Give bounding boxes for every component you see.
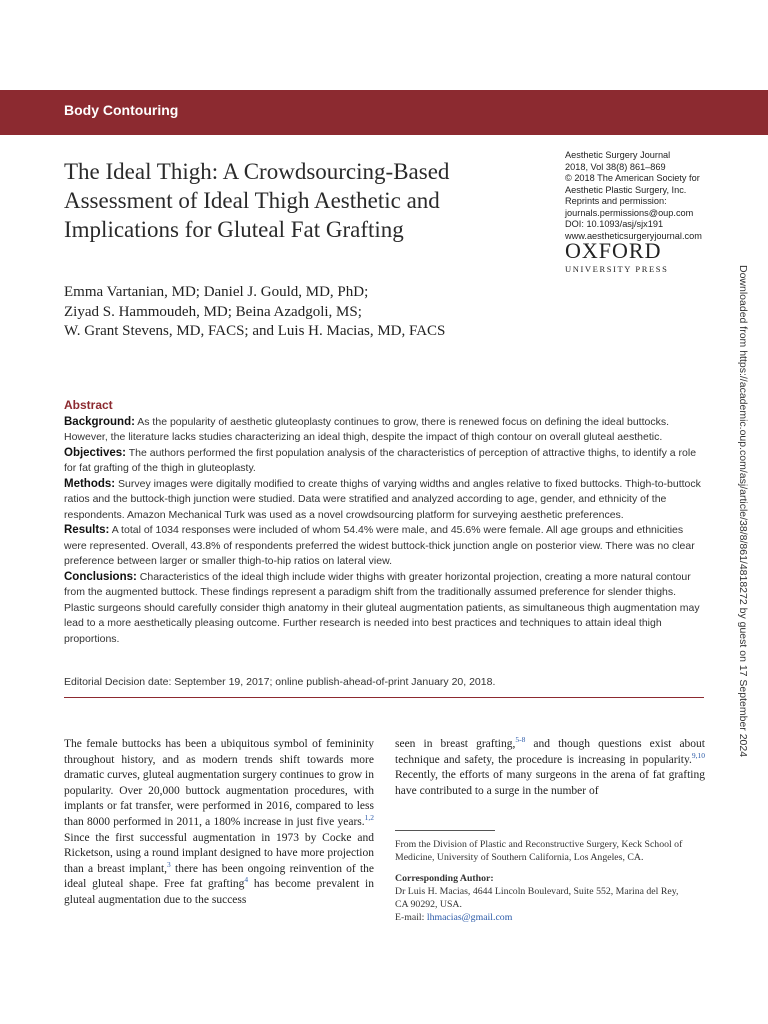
author-line: Emma Vartanian, MD; Daniel J. Gould, MD, PhD; — [64, 284, 369, 300]
abstract-methods — [64, 477, 704, 524]
methods-label: Methods: — [64, 477, 116, 490]
abstract-background — [64, 415, 704, 446]
journal-line[interactable]: journals.permissions@oup.com — [565, 207, 694, 218]
divider — [64, 697, 704, 698]
citation-ref[interactable]: 4 — [244, 875, 249, 885]
abstract-results — [64, 523, 704, 570]
publisher-sub: UNIVERSITY PRESS — [565, 264, 669, 274]
editorial-date: Editorial Decision date: September 19, 2017; online publish-ahead-of-print January 20, 2018. — [64, 676, 496, 688]
body-text: Since the first successful augmentation in 1973 by Cocke and Ricketson, using a round implant designed to have more projection than a breast implant, — [64, 831, 374, 875]
affiliation: From the Division of Plastic and Reconstructive Surgery, Keck School of Medicine, University of Southern California, Los Angeles, CA. — [395, 839, 683, 863]
corresponding-address: Dr Luis H. Macias, 4644 Lincoln Boulevard, Suite 552, Marina del Rey, — [395, 886, 679, 897]
journal-line: © 2018 The American Society for — [565, 173, 700, 183]
results-text: A total of 1034 responses were included of whom 54.4% were male, and 45.6% were female. All age groups and ethnicities were represented. Overall, 43.8% of respondents preferred the widest buttock-thick junction angle on posterior view. There was no clear preference between larger or smaller thigh-to-hip ratios on lateral view. — [64, 524, 695, 567]
conclusions-text: Characteristics of the ideal thigh include wider thighs with greater horizontal projection, creating a more natural contour from the augmented buttock. These findings represent a paradigm shift from the traditionally assumed preference for slender thighs. Plastic surgeons should carefully consider thigh anatomy in their gluteal augmentation patients, as simultaneous thigh augmentation may lead to a more aesthetically pleasing outcome. Further research is needed into best practices and techniques to attain ideal thigh proportions. — [64, 570, 700, 645]
objectives-text: The authors performed the first population analysis of the characteristics of perception of attractive thighs, to identify a role for fat grafting of the thigh in gluteoplasty. — [64, 446, 697, 474]
citation-ref[interactable]: 1,2 — [364, 813, 374, 823]
author-line: W. Grant Stevens, MD, FACS; and Luis H. Macias, MD, FACS — [64, 323, 446, 339]
download-note-text: Downloaded from https://academic.oup.com/asj/article/38/8/861/4818272 by guest on 17 September 2024 — [737, 265, 749, 758]
journal-line[interactable]: DOI: 10.1093/asj/sjx191 — [565, 219, 664, 229]
publisher-logo — [565, 240, 668, 274]
download-note — [733, 265, 751, 765]
article-title: The Ideal Thigh: A Crowdsourcing-Based Assessment of Ideal Thigh Aesthetic and Implications for Gluteal Fat Grafting — [64, 159, 450, 242]
section-banner — [0, 90, 768, 135]
results-label: Results: — [64, 524, 110, 536]
email-link[interactable]: lhmacias@gmail.com — [426, 912, 513, 923]
author-list — [64, 283, 445, 342]
body-text: seen in breast grafting, — [395, 738, 516, 750]
body-column-right — [395, 737, 705, 799]
abstract-conclusions — [64, 570, 704, 648]
corresponding-author — [395, 872, 705, 924]
body-text: there has been ongoing reinvention of the ideal gluteal shape. Free fat grafting — [64, 862, 375, 891]
body-text: Recently, the efforts of many surgeons in the arena of fat grafting have contributed to a surge in the number of — [395, 769, 705, 797]
corresponding-header: Corresponding Author: — [395, 873, 494, 884]
background-label: Background: — [64, 415, 135, 428]
body-text: The female buttocks has been a ubiquitous symbol of femininity throughout history, and as modern trends shift towards more dramatic curves, gluteal augmentation surgery continues to grow in popularity. Over 20,000 buttock augmentation procedures, with implants or fat transfer, were performed in 2016, compared to less than 8000 performed in 2011, a 180% increase in just five years. — [64, 738, 374, 828]
corresponding-email-line — [395, 911, 705, 924]
abstract-header: Abstract — [64, 398, 113, 412]
methods-text: Survey images were digitally modified to create thighs of varying widths and angles relative to fixed buttocks. Thigh-to-buttock ratios and the buttock-thigh junction were studied. Data were stratified and analyzed according to age, gender, and ethnicity of the respondents. Amazon Mechanical Turk was used as a novel crowdsourcing platform for surveying aesthetic preferences. — [64, 477, 701, 521]
objectives-label: Objectives: — [64, 446, 126, 459]
citation-ref[interactable]: 3 — [167, 859, 171, 869]
footnote-divider — [395, 830, 495, 831]
section-label: Body Contouring — [64, 102, 179, 118]
journal-line: Aesthetic Plastic Surgery, Inc. — [565, 184, 687, 195]
corresponding-city: CA 90292, USA. — [395, 899, 462, 910]
abstract-objectives — [64, 446, 704, 477]
email-label: E-mail: — [395, 912, 427, 923]
citation-ref[interactable]: 5-8 — [515, 735, 526, 745]
abstract — [64, 398, 704, 647]
journal-line[interactable]: www.aestheticsurgeryjournal.com — [565, 230, 702, 241]
journal-info — [565, 150, 745, 242]
journal-line: Reprints and permission: — [565, 196, 667, 206]
journal-line: Aesthetic Surgery Journal — [565, 150, 671, 160]
body-paragraph — [395, 737, 705, 799]
citation-ref[interactable]: 9,10 — [691, 750, 705, 760]
body-text: and though questions exist about technique and safety, the procedure is increasing in popularity. — [395, 738, 706, 766]
body-text: has become prevalent in gluteal augmentation due to the success — [64, 878, 374, 906]
publisher-name: OXFORD — [565, 238, 662, 263]
conclusions-label: Conclusions: — [64, 570, 137, 583]
body-column-left — [64, 737, 374, 909]
body-paragraph — [64, 737, 374, 909]
journal-line: 2018, Vol 38(8) 861–869 — [565, 161, 666, 172]
author-line: Ziyad S. Hammoudeh, MD; Beina Azadgoli, MS; — [64, 303, 362, 320]
background-text: As the popularity of aesthetic gluteoplasty continues to grow, there is renewed focus on defining the ideal buttocks. However, the literature lacks studies characterizing an ideal thigh, despite the impact of thigh contour on overall gluteal aesthetic. — [64, 415, 670, 443]
